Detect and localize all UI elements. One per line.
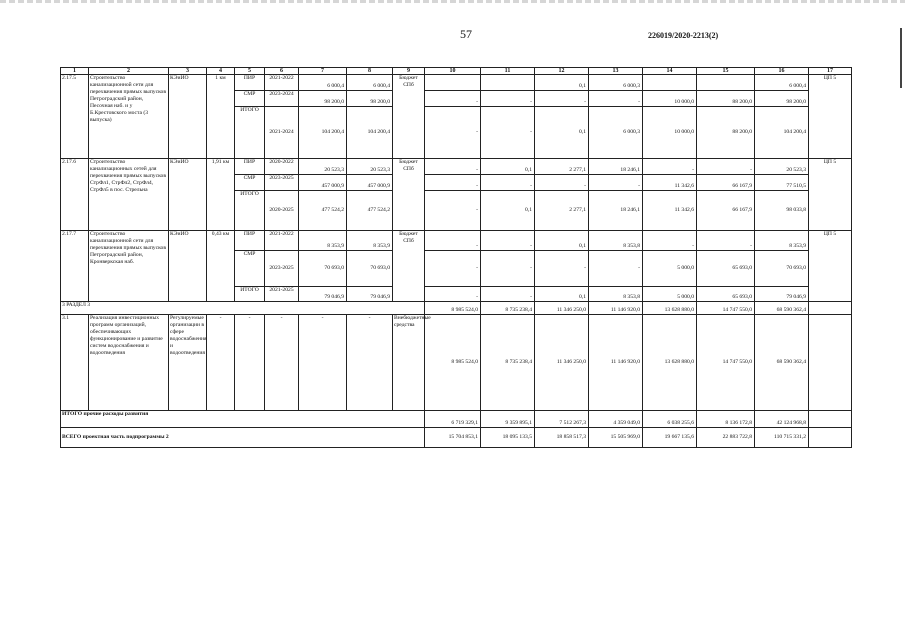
total-row <box>61 411 852 428</box>
col-header: 3 <box>169 68 207 75</box>
value-cell: 88 200,0 <box>697 107 755 159</box>
value-cell: 79 046,9 <box>755 287 809 302</box>
value-cell: 8 353,9 <box>299 231 347 251</box>
stage-label: СМР <box>235 91 265 107</box>
period: - <box>265 315 299 411</box>
capacity: 0,43 км <box>207 231 235 302</box>
program-code: ЦП 5 <box>809 75 852 159</box>
value-cell: 10 000,0 <box>643 107 697 159</box>
value-cell: 6 000,4 <box>347 75 393 91</box>
stage-label: СМР <box>235 251 265 287</box>
period: 2021-2022 <box>265 231 299 251</box>
col-header: 13 <box>589 68 643 75</box>
value-cell: - <box>481 231 535 251</box>
value-cell: 6 000,4 <box>299 75 347 91</box>
capacity: - <box>207 315 235 411</box>
value-cell: 65 693,0 <box>697 251 755 287</box>
value-cell: - <box>481 287 535 302</box>
value-cell: 6 000,4 <box>755 75 809 91</box>
value-cell: 8 353,8 <box>589 287 643 302</box>
period: 2021-2025 <box>265 287 299 302</box>
value-cell: - <box>481 251 535 287</box>
scan-artifact <box>0 0 905 3</box>
col-header: 8 <box>347 68 393 75</box>
value-cell: 2 277,1 <box>535 191 589 231</box>
stage-label: ПИР <box>235 75 265 91</box>
value-cell: - <box>481 175 535 191</box>
program-code: ЦП 5 <box>809 159 852 231</box>
value-cell: 70 693,0 <box>755 251 809 287</box>
period: 2020-2025 <box>265 191 299 231</box>
col-header: 7 <box>299 68 347 75</box>
value-cell: 65 693,0 <box>697 287 755 302</box>
value-cell: - <box>425 287 481 302</box>
value-cell: 11 146 920,0 <box>589 302 643 315</box>
page-number: 57 <box>460 27 472 41</box>
value-cell: 20 523,3 <box>299 159 347 175</box>
value-cell: - <box>589 251 643 287</box>
value-cell: 18 095 133,5 <box>481 428 535 448</box>
period: 2023-2025 <box>265 251 299 287</box>
value-cell: 88 200,0 <box>697 91 755 107</box>
value-cell: 8 735 238,4 <box>481 302 535 315</box>
object-name: Реализация инвестиционных программ организаций, обеспечивающих функционирование и развитие систем водоснабжения и водоотведения <box>89 315 169 411</box>
value-cell: 20 523,3 <box>347 159 393 175</box>
value-cell: 6 000,3 <box>589 107 643 159</box>
value-cell: 477 524,2 <box>299 191 347 231</box>
stage-label: ПИР <box>235 159 265 175</box>
grand-total-label: ВСЕГО проектная часть подпрограммы 2 <box>61 428 425 448</box>
object-name: Строительство канализационной сети для перехвачения прямых выпусков Петроградский район, Песочная наб. и у Б.Крестовского моста (3 выпуска) <box>89 75 169 159</box>
object-name: Строительство канализационной сети для перехвачения прямых выпусков Петроградский район, Кронверкская наб. <box>89 231 169 302</box>
value-cell: 0,1 <box>535 287 589 302</box>
value-cell: - <box>643 231 697 251</box>
period: 2023-2025 <box>265 175 299 191</box>
value-cell: 9 359 895,1 <box>481 411 535 428</box>
row-id: 2.17.7 <box>61 231 89 302</box>
col-header: 14 <box>643 68 697 75</box>
value-cell: 5 000,0 <box>643 251 697 287</box>
value-cell: - <box>425 231 481 251</box>
value-cell: - <box>589 91 643 107</box>
value-cell: 18 246,1 <box>589 191 643 231</box>
value-cell: 66 167,9 <box>697 175 755 191</box>
value-cell: 98 200,0 <box>299 91 347 107</box>
value-cell: 477 524,2 <box>347 191 393 231</box>
value-cell: 98 200,0 <box>347 91 393 107</box>
value-cell: 14 747 550,0 <box>697 315 755 411</box>
value-cell: 15 704 853,1 <box>425 428 481 448</box>
value-cell: 77 510,5 <box>755 175 809 191</box>
value-cell: - <box>697 159 755 175</box>
period: 2021-2022 <box>265 75 299 91</box>
value-cell: 98 200,0 <box>755 91 809 107</box>
col-header: 9 <box>393 68 425 75</box>
value-cell: 0,1 <box>535 75 589 91</box>
value-cell: 8 353,8 <box>589 231 643 251</box>
value-cell: 6 719 329,1 <box>425 411 481 428</box>
funding-source: Бюджет СПб <box>393 159 425 231</box>
col-header: 5 <box>235 68 265 75</box>
value-cell: 13 628 880,0 <box>643 302 697 315</box>
stage-label: ИТОГО <box>235 107 265 159</box>
col-header: 12 <box>535 68 589 75</box>
value-cell: - <box>697 231 755 251</box>
value-cell: 79 046,9 <box>299 287 347 302</box>
funding-source: Бюджет СПб <box>393 231 425 302</box>
value-cell: 6 000,3 <box>589 75 643 91</box>
value-cell: 104 200,4 <box>755 107 809 159</box>
col-header: 17 <box>809 68 852 75</box>
value-cell: - <box>481 107 535 159</box>
value-cell: 10 000,0 <box>643 91 697 107</box>
value-cell: 11 146 920,0 <box>589 315 643 411</box>
value-cell: 70 693,0 <box>347 251 393 287</box>
customer: КЭиИО <box>169 75 207 159</box>
value-cell: 104 200,4 <box>347 107 393 159</box>
value-cell: 8 136 172,8 <box>697 411 755 428</box>
value-cell: 20 523,3 <box>755 159 809 175</box>
value-cell: 68 590 362,4 <box>755 302 809 315</box>
value-cell: 8 353,9 <box>755 231 809 251</box>
table-row <box>61 315 852 411</box>
row-id: 2.17.6 <box>61 159 89 231</box>
value-cell: 22 883 722,8 <box>697 428 755 448</box>
value-cell: 79 046,9 <box>347 287 393 302</box>
value-cell: 2 277,1 <box>535 159 589 175</box>
total-label: ИТОГО прочие расходы развития <box>61 411 425 428</box>
value-cell: 13 628 880,0 <box>643 315 697 411</box>
value-cell: 8 985 524,0 <box>425 315 481 411</box>
capacity: 1,91 км <box>207 159 235 231</box>
value-cell: - <box>425 251 481 287</box>
value-cell: 11 346 250,0 <box>535 315 589 411</box>
value-cell: - <box>481 91 535 107</box>
value-cell <box>425 75 481 91</box>
col-header: 15 <box>697 68 755 75</box>
col-header: 4 <box>207 68 235 75</box>
scan-edge-mark <box>900 28 902 88</box>
value-cell: 18 858 517,3 <box>535 428 589 448</box>
col-header: 2 <box>89 68 169 75</box>
customer: Регулируемые организации в сфере водоснабжения и водоотведения <box>169 315 207 411</box>
value-cell: 457 000,9 <box>347 175 393 191</box>
value-cell: 70 693,0 <box>299 251 347 287</box>
value-cell: 0,1 <box>535 231 589 251</box>
value-cell: 8 985 524,0 <box>425 302 481 315</box>
value-cell: 98 033,8 <box>755 191 809 231</box>
col-header: 10 <box>425 68 481 75</box>
value-cell: 104 200,4 <box>299 107 347 159</box>
value-cell: - <box>589 175 643 191</box>
customer: КЭиИО <box>169 159 207 231</box>
capacity: 1 км <box>207 75 235 159</box>
value-cell: 4 359 049,0 <box>589 411 643 428</box>
row-id: 2.17.5 <box>61 75 89 159</box>
value-cell: 42 124 968,8 <box>755 411 809 428</box>
object-name: Строительство канализационных сетей для перехвачения прямых выпусков СтрФл1, СтрФл2, СтрФл4, СтрФл5 в пос. Стрельна <box>89 159 169 231</box>
document-code: 226019/2020-2213(2) <box>648 31 719 40</box>
value-cell: 11 346 250,0 <box>535 302 589 315</box>
stage-label: - <box>235 315 265 411</box>
program-table <box>60 67 852 448</box>
value-cell <box>481 75 535 91</box>
value-cell: - <box>535 175 589 191</box>
col-header: 6 <box>265 68 299 75</box>
value-cell: 5 000,0 <box>643 287 697 302</box>
customer: КЭиИО <box>169 231 207 302</box>
value-cell: 0,1 <box>535 107 589 159</box>
value-cell: 15 505 969,0 <box>589 428 643 448</box>
value-cell: - <box>425 91 481 107</box>
value-cell: 6 038 255,6 <box>643 411 697 428</box>
column-numbers-row <box>61 68 852 75</box>
section-row <box>61 302 852 315</box>
program-code: ЦП 5 <box>809 231 852 302</box>
value-cell: 8 353,9 <box>347 231 393 251</box>
period: 2023-2024 <box>265 91 299 107</box>
value-cell: - <box>425 159 481 175</box>
stage-label: ПИР <box>235 231 265 251</box>
grand-total-row <box>61 428 852 448</box>
section-label: 3 РАЗДЕЛ 3 <box>61 302 425 315</box>
value-cell: 14 747 550,0 <box>697 302 755 315</box>
value-cell: 457 000,9 <box>299 175 347 191</box>
value-cell: 66 167,9 <box>697 191 755 231</box>
col-header: 11 <box>481 68 535 75</box>
value-cell: 8 735 238,4 <box>481 315 535 411</box>
value-cell: 18 246,1 <box>589 159 643 175</box>
col-header: 1 <box>61 68 89 75</box>
value-cell <box>643 75 697 91</box>
table-row <box>61 75 852 91</box>
period: 2021-2024 <box>265 107 299 159</box>
value-cell <box>697 75 755 91</box>
value-cell: - <box>347 315 393 411</box>
col-header: 16 <box>755 68 809 75</box>
value-cell: - <box>425 175 481 191</box>
value-cell: 19 667 135,6 <box>643 428 697 448</box>
value-cell: 11 342,6 <box>643 175 697 191</box>
stage-label: СМР <box>235 175 265 191</box>
value-cell: 7 512 267,3 <box>535 411 589 428</box>
value-cell: - <box>425 107 481 159</box>
value-cell: 11 342,6 <box>643 191 697 231</box>
value-cell: - <box>299 315 347 411</box>
value-cell: - <box>643 159 697 175</box>
value-cell: 110 715 331,2 <box>755 428 809 448</box>
value-cell: - <box>535 91 589 107</box>
table-row <box>61 159 852 175</box>
stage-label: ИТОГО <box>235 191 265 231</box>
stage-label: ИТОГО <box>235 287 265 302</box>
value-cell: - <box>425 191 481 231</box>
value-cell: 0,1 <box>481 191 535 231</box>
value-cell: 0,1 <box>481 159 535 175</box>
value-cell: - <box>535 251 589 287</box>
row-id: 3.1 <box>61 315 89 411</box>
period: 2020-2022 <box>265 159 299 175</box>
funding-source: Бюджет СПб <box>393 75 425 159</box>
table-row <box>61 231 852 251</box>
value-cell: 68 590 362,4 <box>755 315 809 411</box>
funding-source: Внебюджетные средства <box>393 315 425 411</box>
